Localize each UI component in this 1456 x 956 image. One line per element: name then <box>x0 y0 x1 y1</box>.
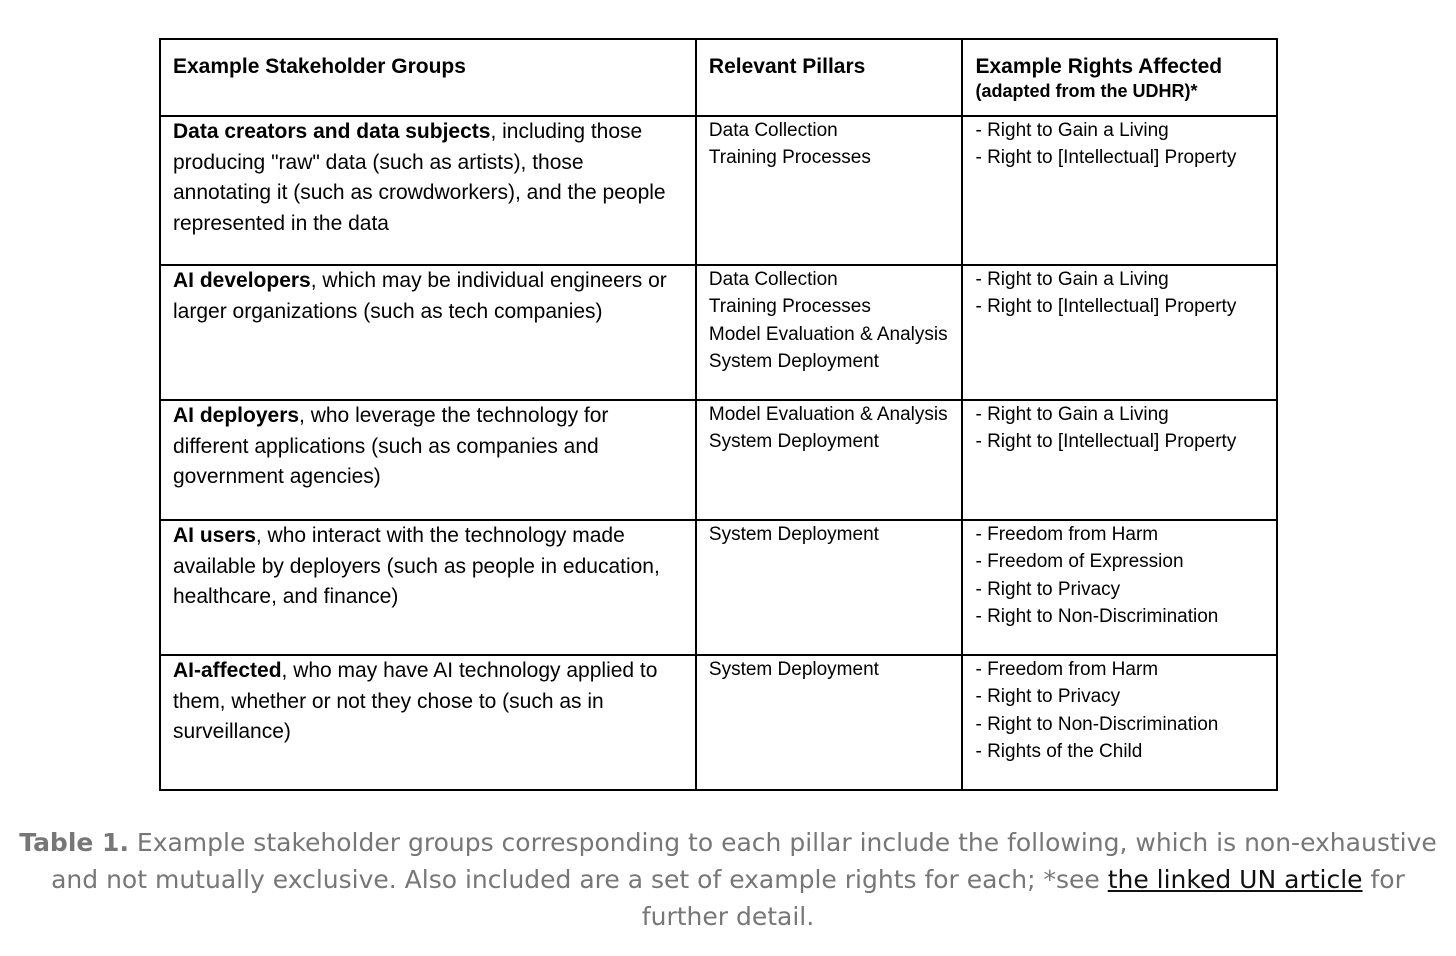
header-stakeholder-groups: Example Stakeholder Groups <box>160 39 696 116</box>
rights-cell <box>962 116 1277 265</box>
pillar-item: Data Collection <box>708 120 838 141</box>
pillar-item: Model Evaluation & Analysis <box>708 323 948 345</box>
caption-text: Example stakeholder groups corresponding to each pillar include the following, which is non-exhaustive and not mutually exclusive. Also included are a set of example rights for each; *see <box>51 828 1437 894</box>
table-row <box>160 116 1277 265</box>
header-rights-subtitle: (adapted from the UDHR)* <box>975 81 1198 101</box>
pillar-item: Data Collection <box>708 269 838 290</box>
table-row <box>160 520 1277 655</box>
stakeholder-group-name: AI developers <box>173 269 311 292</box>
stakeholder-group-description: , who may have AI technology applied to them, whether or not they chose to (such as in surveillance) <box>173 659 658 743</box>
rights-cell <box>962 520 1277 655</box>
table-row <box>160 265 1277 400</box>
stakeholder-group-name: AI-affected <box>173 659 282 682</box>
right-item: - Freedom of Expression <box>975 551 1184 573</box>
stakeholder-group-description: , who leverage the technology for different applications (such as companies and government agencies) <box>173 404 609 488</box>
right-item: - Right to Gain a Living <box>975 120 1169 141</box>
pillars-cell <box>696 520 963 655</box>
right-item: - Right to Non-Discrimination <box>975 713 1219 735</box>
un-article-link[interactable]: the linked UN article <box>1107 865 1363 894</box>
right-item: - Right to Privacy <box>975 578 1121 600</box>
stakeholder-group-description: , which may be individual engineers or larger organizations (such as tech companies) <box>173 269 667 323</box>
header-rights-affected <box>962 39 1277 116</box>
right-item: - Right to [Intellectual] Property <box>975 431 1237 453</box>
pillar-item: Model Evaluation & Analysis <box>708 404 948 425</box>
pillars-cell <box>696 265 963 400</box>
stakeholder-group-cell <box>160 116 696 265</box>
pillars-cell <box>696 655 963 790</box>
right-item: - Right to Gain a Living <box>975 269 1169 290</box>
stakeholder-table <box>159 38 1278 791</box>
right-item: - Freedom from Harm <box>975 524 1159 545</box>
caption-label: Table 1. <box>19 828 129 857</box>
header-relevant-pillars: Relevant Pillars <box>696 39 963 116</box>
stakeholder-group-cell <box>160 655 696 790</box>
pillar-item: Training Processes <box>708 296 871 318</box>
rights-cell <box>962 265 1277 400</box>
stakeholder-group-description: , including those producing "raw" data (such as artists), those annotating it (such as crowdworkers), and the people represented in the data <box>173 120 666 235</box>
stakeholder-group-name: Data creators and data subjects <box>173 120 491 143</box>
rights-cell <box>962 655 1277 790</box>
header-rights-title: Example Rights Affected <box>975 55 1223 78</box>
caption-suffix: for further detail. <box>641 865 1405 931</box>
pillar-item: Training Processes <box>708 147 871 169</box>
pillar-item: System Deployment <box>708 431 879 453</box>
right-item: - Right to [Intellectual] Property <box>975 296 1237 318</box>
right-item: - Freedom from Harm <box>975 659 1159 680</box>
pillar-item: System Deployment <box>708 659 879 680</box>
right-item: - Right to [Intellectual] Property <box>975 147 1237 169</box>
pillars-cell <box>696 400 963 520</box>
pillar-item: System Deployment <box>708 524 879 545</box>
stakeholder-group-description: , who interact with the technology made available by deployers (such as people in education, healthcare, and finance) <box>173 524 660 608</box>
right-item: - Right to Gain a Living <box>975 404 1169 425</box>
pillars-cell <box>696 116 963 265</box>
table-caption <box>14 824 1442 935</box>
stakeholder-group-cell <box>160 520 696 655</box>
table-row <box>160 400 1277 520</box>
right-item: - Right to Privacy <box>975 686 1121 708</box>
stakeholder-group-name: AI deployers <box>173 404 300 427</box>
right-item: - Right to Non-Discrimination <box>975 605 1219 627</box>
rights-cell <box>962 400 1277 520</box>
stakeholder-group-name: AI users <box>173 524 256 547</box>
right-item: - Rights of the Child <box>975 740 1143 762</box>
table-row <box>160 655 1277 790</box>
stakeholder-group-cell <box>160 400 696 520</box>
stakeholder-group-cell <box>160 265 696 400</box>
pillar-item: System Deployment <box>708 350 879 372</box>
table-header-row <box>160 39 1277 116</box>
